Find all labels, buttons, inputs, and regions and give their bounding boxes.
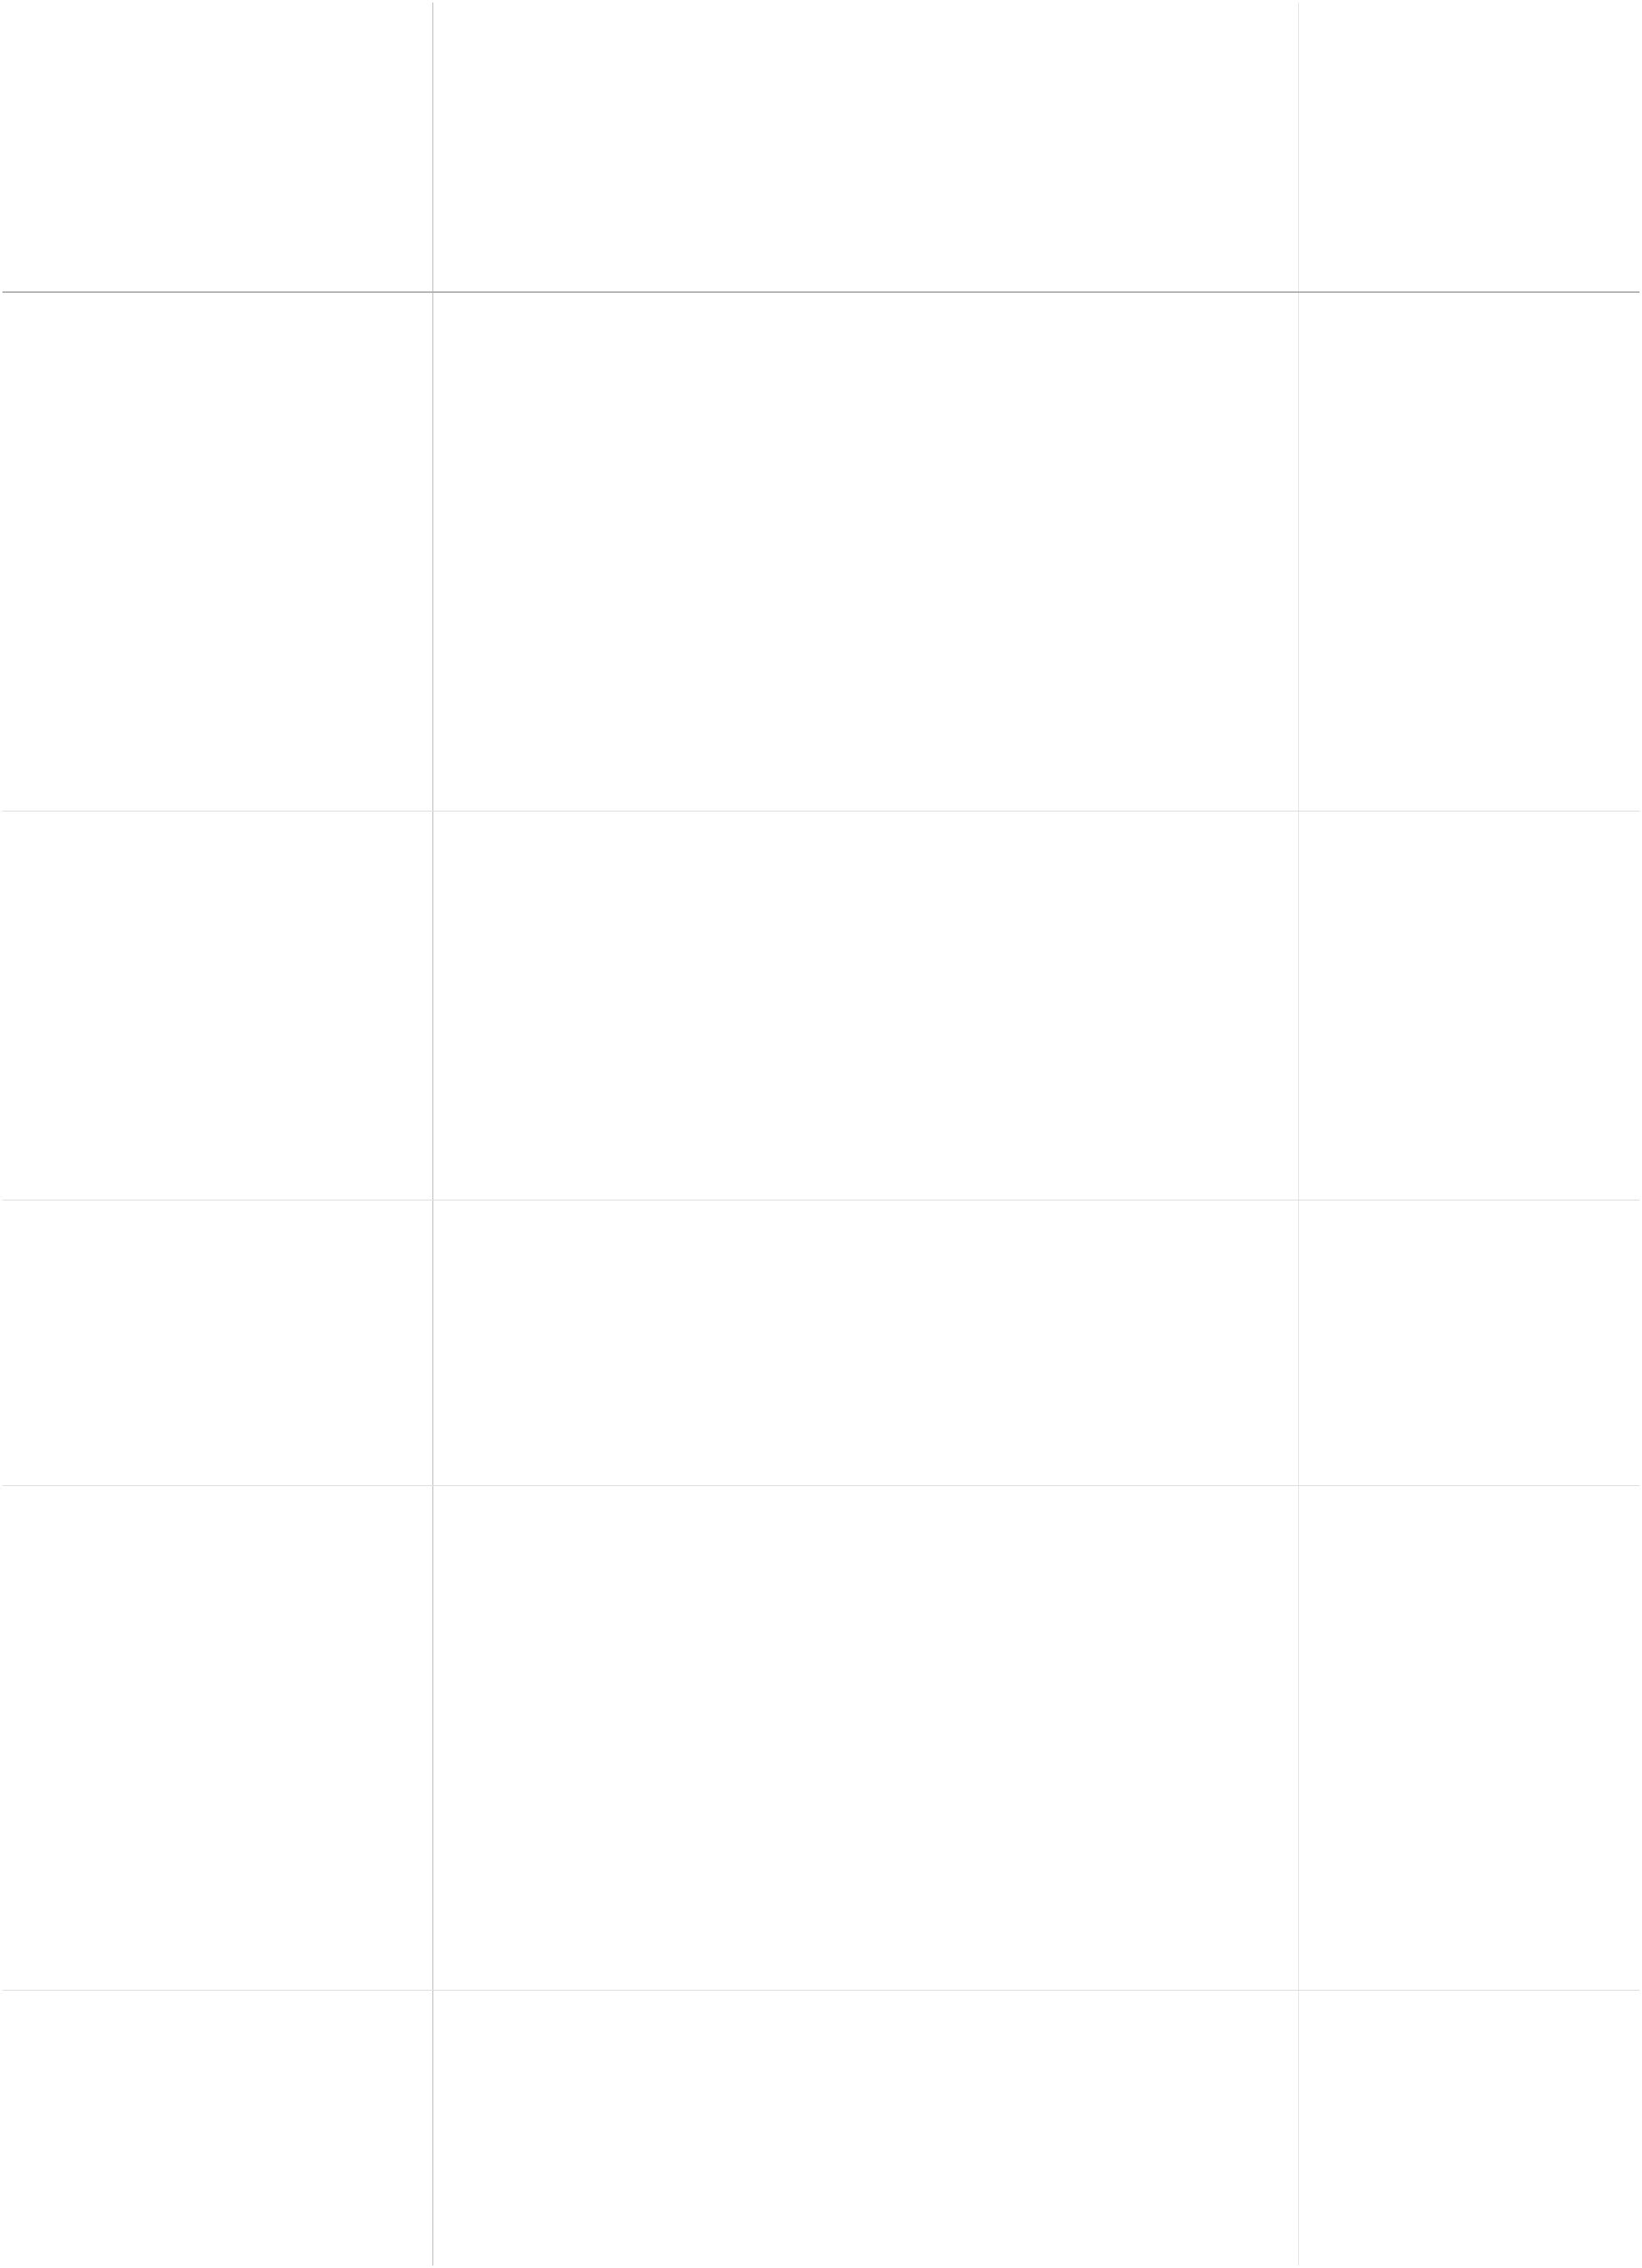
table-cell	[1299, 1200, 1640, 1485]
table-cell	[433, 1991, 1298, 2266]
table-cell	[1299, 1991, 1640, 2266]
header-cell	[1299, 2, 1640, 291]
table-cell	[433, 1699, 1298, 1990]
table-cell	[2, 1200, 432, 1485]
table-cell	[2, 293, 432, 811]
table-cell	[433, 812, 1298, 1200]
table-cell	[1299, 812, 1640, 1200]
empty-data-table	[2, 2, 1640, 2266]
table-cell	[2, 1486, 432, 1699]
header-cell	[433, 2, 1298, 291]
table-cell	[1299, 1486, 1640, 1699]
table-cell	[433, 1200, 1298, 1485]
table-cell	[2, 1699, 432, 1990]
table-cell	[1299, 293, 1640, 811]
table-cell	[2, 1991, 432, 2266]
header-cell	[2, 2, 432, 291]
table-cell	[433, 293, 1298, 811]
table-cell	[1299, 1699, 1640, 1990]
table-cell	[2, 812, 432, 1200]
table-cell	[433, 1486, 1298, 1699]
